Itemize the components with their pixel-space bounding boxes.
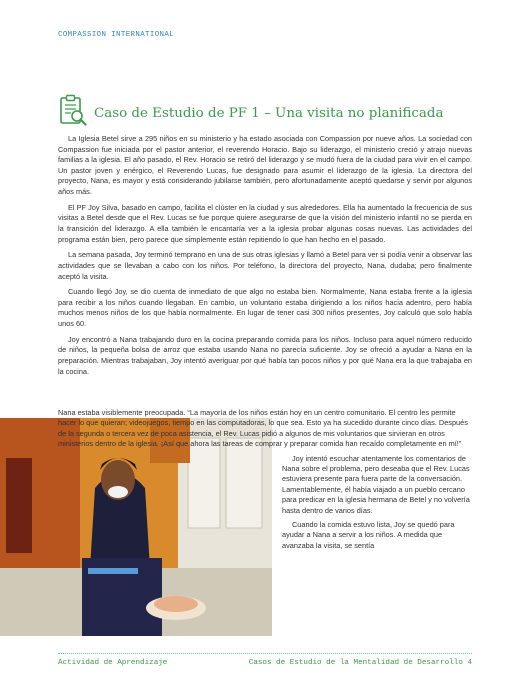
case-study-body bbox=[58, 134, 472, 382]
clipboard-magnifier-icon bbox=[58, 94, 88, 126]
side-text bbox=[58, 408, 472, 555]
footer-divider bbox=[58, 653, 472, 654]
paragraph: La Iglesia Betel sirve a 295 niños en su ministerio y ha estado asociada con Compassion por nueve años. La sociedad con Compassion fue iniciada por el pastor anterior, el reverendo Horacio. Bajo su liderazgo, el ministerio creció y atrajo nuevas familias a la iglesia. El año pasado, el Rev. Horacio se retiró del liderazgo y se mudó fuera de la ciudad para vivir en el campo. Un pastor joven y enérgico, el Reverendo Lucas, fue designado para asumir el liderazgo de la iglesia. La directora del proyecto, Nana, es mayor y está considerando jubilarse también, pero afortunadamente aceptó quedarse y servir por algunos años más. bbox=[58, 134, 472, 196]
paragraph: Joy encontró a Nana trabajando duro en la cocina preparando comida para los niños. Incluso para aquel número reducido de niños, la pequeña bolsa de arroz que estaba usando Nana no parecía suficiente. Joy se ofreció a ayudar a Nana en la preparación. Mientras trabajaban, Joy intentó averiguar por qué había tan pocos niños y por qué Nana era la que trabajaba en la cocina. bbox=[58, 334, 472, 376]
paragraph: Cuando la comida estuvo lista, Joy se quedó para ayudar a Nana a servir a los niños. A medida que avanzaba la visita, se sentía bbox=[282, 520, 455, 550]
footer-right-label: Casos de Estudio de la Mentalidad de Desarrollo 4 bbox=[248, 659, 472, 667]
kitchen-photo bbox=[0, 418, 272, 636]
paragraph: La semana pasada, Joy terminó temprano en una de sus otras iglesias y llamó a Betel para ver si podía venir a observar las actividades que se llevaban a cabo con los niños. Por teléfono, la directora del proyecto, Nana, dudaba; pero finalmente aceptó la visita. bbox=[58, 250, 472, 281]
brand-header: COMPASSION INTERNATIONAL bbox=[58, 31, 175, 39]
paragraph: Nana estaba visiblemente preocupada. “La mayoría de los niños están hoy en un centro comunitario. El centro les permite hacer lo que quieran; videojuegos, tiempo en las computadoras, lo que sea. Esto ya ha sucedido durante cinco días. Después de la segunda o tercera vez de poca asistencia, el Rev. Lucas pidió a algunos de mis voluntarios que sirvieran en otros ministerios dentro de la iglesia. ¡Así que ahora las tareas de comprar y preparar comida han recaído completamente en mí!” bbox=[58, 408, 468, 449]
title-row bbox=[58, 94, 478, 130]
paragraph: El PF Joy Silva, basado en campo, facilita el clúster en la ciudad y sus alrededores. Ella ha aumentado la frecuencia de sus visitas a Betel desde que el Rev. Lucas se fue porque quiere asegurarse de que la visión del ministerio infantil no se pierda en la transición del liderazgo. A ella también le encantaría ver a la iglesia probar algunas cosas nuevas. Las actividades del programa están bien, pero parece que simplemente están repitiendo lo que han hecho en el pasado. bbox=[58, 202, 472, 244]
paragraph: Cuando llegó Joy, se dio cuenta de inmediato de que algo no estaba bien. Normalmente, Nana estaba frente a la iglesia para recibir a los niños cuando llegaban. En cambio, un voluntario estaba dirigiendo a los niños hacia adentro, pero había muchos menos niños de los que había normalmente. En lugar de tener casi 300 niños presentes, Joy calculó que solo había unos 60. bbox=[58, 287, 472, 329]
photo-and-text-section bbox=[0, 408, 532, 658]
paragraph: Joy intentó escuchar atentamente los comentarios de Nana sobre el problema, pero deseaba que el Rev. Lucas estuviera presente para fuera parte de la conversación. Lamentablemente, él había viajado a un pueblo cercano para predicar en la iglesia hermana de Betel y no volvería hasta dentro de varios días. bbox=[282, 453, 470, 515]
page-title: Caso de Estudio de PF 1 – Una visita no planificada bbox=[94, 106, 444, 121]
footer-left-label: Actividad de Aprendizaje bbox=[58, 659, 168, 667]
